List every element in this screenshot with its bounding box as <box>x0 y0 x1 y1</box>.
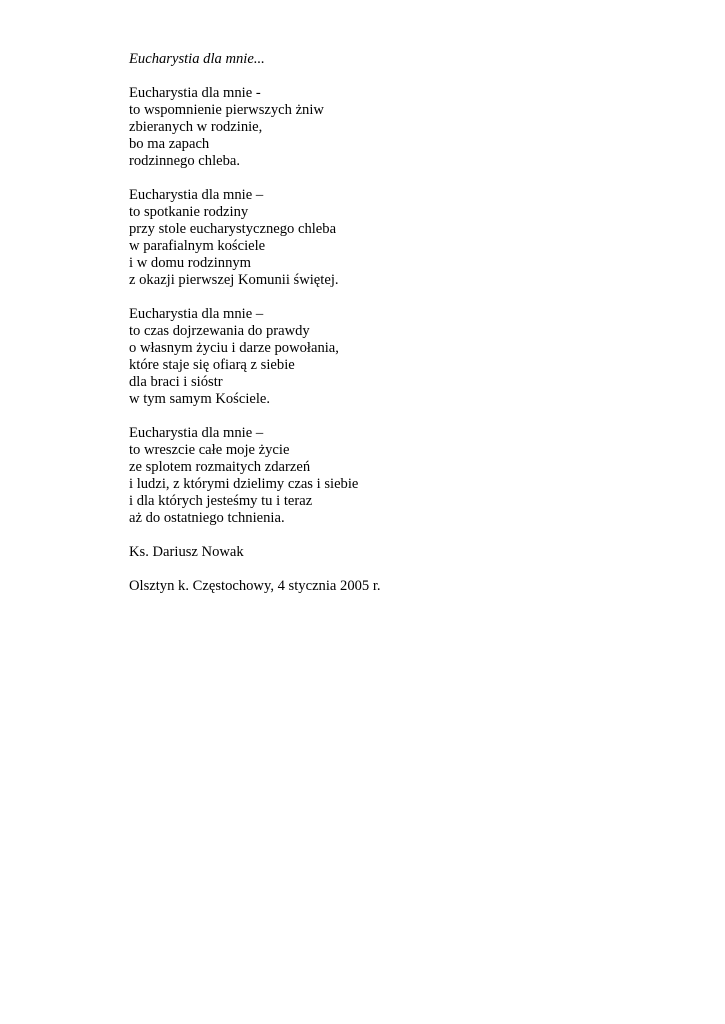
poem-line: o własnym życiu i darze powołania, <box>129 340 339 356</box>
poem-line: i w domu rodzinnym <box>129 255 252 271</box>
poem-line: Eucharystia dla mnie – <box>129 187 264 203</box>
poem-line: i ludzi, z którymi dzielimy czas i siebie <box>129 476 359 492</box>
poem-line: w parafialnym kościele <box>129 238 266 254</box>
poem-line: z okazji pierwszej Komunii świętej. <box>129 272 339 288</box>
poem-title: Eucharystia dla mnie... <box>129 51 265 67</box>
stanza-4 <box>129 425 689 527</box>
poem-body <box>129 51 689 612</box>
poem-line: i dla których jesteśmy tu i teraz <box>129 493 313 509</box>
poem-line: przy stole eucharystycznego chleba <box>129 221 337 237</box>
poem-author: Ks. Dariusz Nowak <box>129 544 244 560</box>
poem-line: Eucharystia dla mnie – <box>129 425 264 441</box>
stanza-2 <box>129 187 689 289</box>
poem-line: zbieranych w rodzinie, <box>129 119 263 135</box>
stanza-1 <box>129 85 689 170</box>
stanza-3 <box>129 306 689 408</box>
poem-line: Eucharystia dla mnie - <box>129 85 261 101</box>
poem-line: w tym samym Kościele. <box>129 391 271 407</box>
poem-line: aż do ostatniego tchnienia. <box>129 510 285 526</box>
poem-line: to spotkanie rodziny <box>129 204 249 220</box>
poem-line: to czas dojrzewania do prawdy <box>129 323 310 339</box>
poem-line: ze splotem rozmaitych zdarzeń <box>129 459 311 475</box>
poem-line: które staje się ofiarą z siebie <box>129 357 295 373</box>
poem-line: to wspomnienie pierwszych żniw <box>129 102 324 118</box>
place-and-date: Olsztyn k. Częstochowy, 4 stycznia 2005 r. <box>129 578 381 594</box>
poem-line: to wreszcie całe moje życie <box>129 442 290 458</box>
poem-line: dla braci i sióstr <box>129 374 223 390</box>
poem-line: rodzinnego chleba. <box>129 153 241 169</box>
poem-line: bo ma zapach <box>129 136 210 152</box>
poem-line: Eucharystia dla mnie – <box>129 306 264 322</box>
